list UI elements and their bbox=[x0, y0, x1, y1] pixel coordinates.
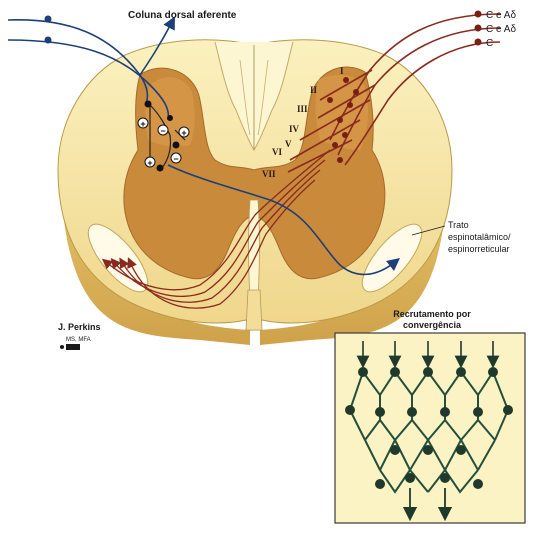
lamina-I: I bbox=[340, 66, 344, 76]
label-tract-line2: espinotalâmico/ bbox=[448, 232, 511, 242]
lamina-III: III bbox=[297, 104, 308, 114]
label-dorsal-column: Coluna dorsal aferente bbox=[128, 10, 237, 21]
plus-sign: + bbox=[181, 128, 187, 138]
artist-credentials: MS, MFA bbox=[66, 337, 91, 343]
blue-fiber-terminals bbox=[45, 16, 52, 44]
artist-name: J. Perkins bbox=[58, 322, 101, 332]
label-fiber-3: C bbox=[486, 38, 494, 49]
inset-title-line1: Recrutamento por bbox=[393, 309, 471, 319]
label-fiber-2: C e Aδ bbox=[486, 24, 517, 35]
label-tract-line1: Trato bbox=[448, 220, 469, 230]
lamina-VII: VII bbox=[262, 169, 276, 179]
lamina-IV: IV bbox=[289, 124, 300, 134]
ventral-median-fissure bbox=[246, 290, 262, 330]
lamina-V: V bbox=[285, 139, 292, 149]
lamina-VI: VI bbox=[272, 147, 283, 157]
minus-sign: − bbox=[173, 154, 179, 164]
convergence-inset bbox=[335, 333, 525, 523]
plus-sign: + bbox=[147, 158, 153, 168]
artist-signature bbox=[58, 322, 101, 350]
plus-sign: + bbox=[140, 119, 146, 129]
minus-sign: − bbox=[160, 126, 166, 136]
inset-title-line2: convergência bbox=[402, 320, 462, 330]
lamina-II: II bbox=[310, 85, 318, 95]
label-fiber-1: C e Aδ bbox=[486, 10, 517, 21]
label-tract-line3: espinorreticular bbox=[448, 244, 510, 254]
